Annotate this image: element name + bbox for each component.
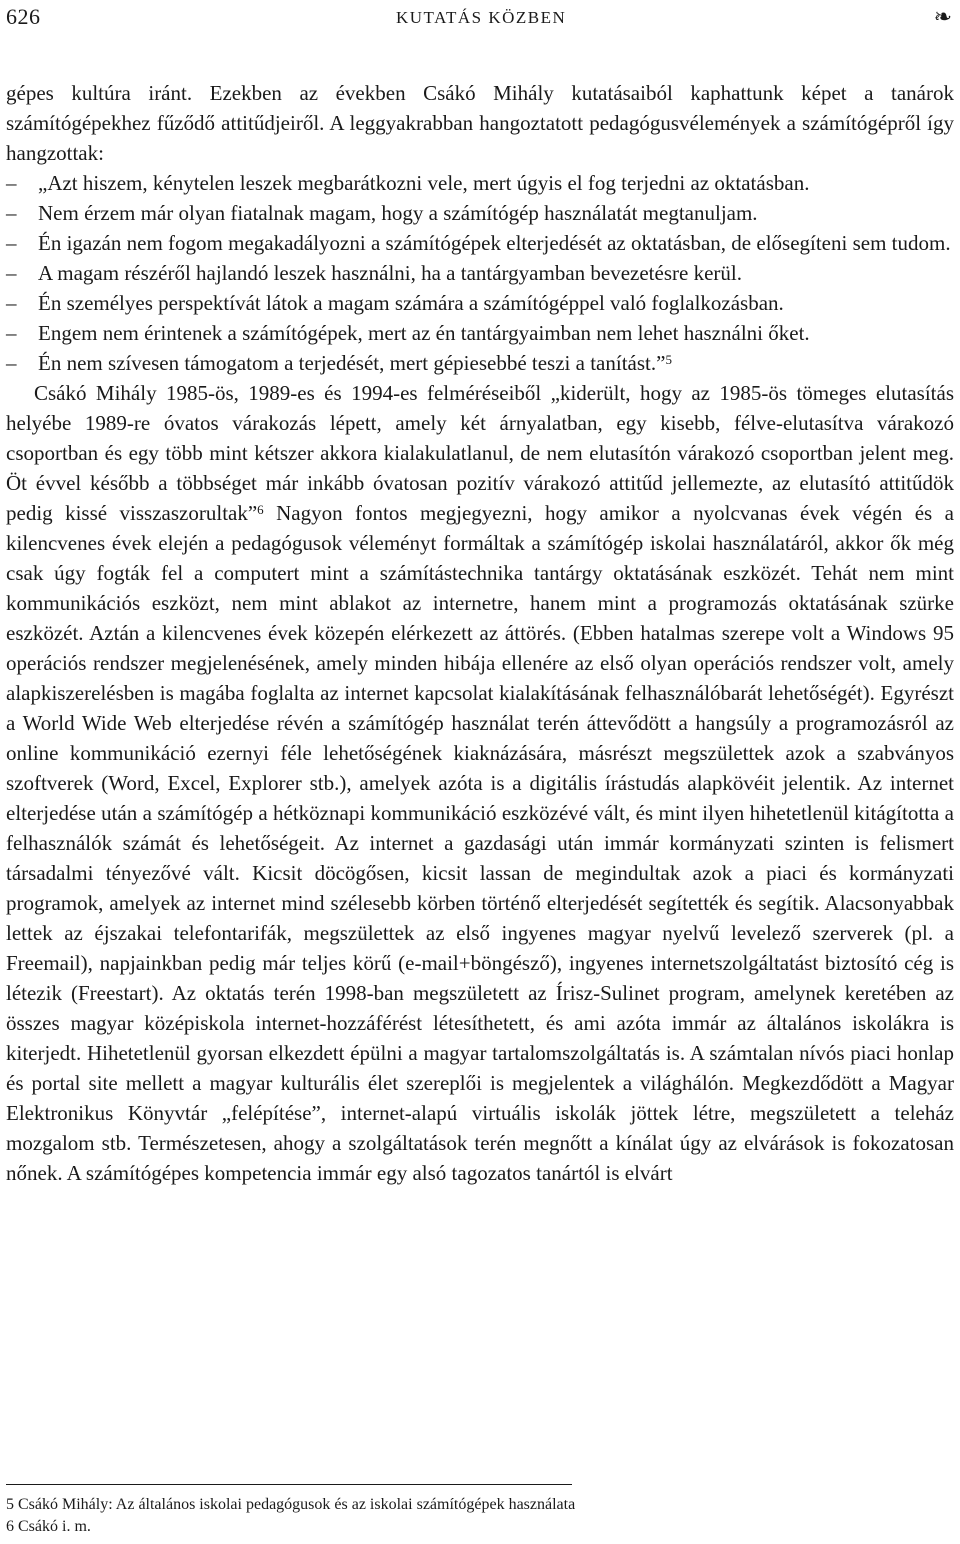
dash-bullet: –	[6, 201, 17, 225]
quote-item	[6, 168, 954, 198]
dash-bullet: –	[6, 291, 17, 315]
main-paragraph-part1: Csákó Mihály 1985-ös, 1989-es és 1994-es felméréseiből „kiderült, hogy az 1985-ös tömeges elutasítás helyébe 1989-re óvatos várakozás lépett, amely két árnyalatban, egy kisebb, félve-elutasítva várakozó csoportban és egy több mint kétszer akkora kialakulatlanul, de nem elutasítón várakozó csoportban jelent meg. Öt évvel később a többséget már inkább óvatosan pozitív várakozó attitűd jellemezte, az elutasító attitűdök pedig kissé visszaszorultak”	[6, 381, 954, 525]
page-header	[6, 4, 954, 34]
body-text	[6, 78, 954, 1188]
footnote-6: 6 Csákó i. m.	[6, 1518, 91, 1535]
fleuron-ornament-icon: ❧	[933, 4, 952, 29]
dash-bullet: –	[6, 351, 17, 375]
running-head: KUTATÁS KÖZBEN	[396, 8, 567, 27]
footnote-5: 5 Csákó Mihály: Az általános iskolai pedagógusok és az iskolai számítógépek használata	[6, 1496, 576, 1513]
footnote-ref-6[interactable]: 6	[257, 502, 264, 517]
dash-bullet: –	[6, 321, 17, 345]
quote-item	[6, 198, 954, 228]
quote-text: Én igazán nem fogom megakadályozni a számítógépek elterjedését az oktatásban, de elősegíteni sem tudom.	[38, 231, 951, 255]
quote-text: Engem nem érintenek a számítógépek, mert az én tantárgyaimban nem lehet használni őket.	[38, 321, 810, 345]
dash-bullet: –	[6, 171, 17, 195]
quote-text: „Azt hiszem, kénytelen leszek megbarátkozni vele, mert úgyis el fog terjedni az oktatásban.	[38, 171, 810, 195]
quote-item	[6, 318, 954, 348]
quote-item	[6, 258, 954, 288]
quote-text: Nem érzem már olyan fiatalnak magam, hogy a számítógép használatát megtanuljam.	[38, 201, 758, 225]
intro-paragraph: gépes kultúra iránt. Ezekben az években Csákó Mihály kutatásaiból kaphattunk képet a tanárok számítógépekhez fűződő attitűdjeiről. A leggyakrabban hangoztatott pedagógusvélemények a számítógépről így hangzottak:	[6, 81, 954, 165]
footnote-ref-5[interactable]: 5	[665, 352, 672, 367]
dash-bullet: –	[6, 261, 17, 285]
dash-bullet: –	[6, 231, 17, 255]
quote-text: Én nem szívesen támogatom a terjedését, mert gépiesebbé teszi a tanítást.”	[38, 351, 666, 375]
quote-text: A magam részéről hajlandó leszek használni, ha a tantárgyamban bevezetésre kerül.	[38, 261, 742, 285]
quote-text: Én személyes perspektívát látok a magam számára a számítógéppel való foglalkozásban.	[38, 291, 784, 315]
quote-item	[6, 288, 954, 318]
quote-item	[6, 228, 954, 258]
footnotes	[6, 1494, 954, 1538]
quote-item	[6, 348, 954, 378]
page-number: 626	[6, 4, 41, 29]
main-paragraph	[6, 378, 954, 1188]
quote-list	[6, 168, 954, 378]
main-paragraph-part2: Nagyon fontos megjegyezni, hogy amikor a nyolcvanas évek végén és a kilencvenes évek elején a pedagógusok véleményt formáltak a számítógép iskolai használatáról, akkor ők még csak úgy fogták fel a computert mint a számítástechnika tantárgy oktatásának eszközét. Tehát nem mint kommunikációs eszközt, nem mint ablakot az internetre, hanem mint a programozás oktatásának szürke eszközét. Aztán a kilencvenes évek közepén elérkezett az áttörés. (Ebben hatalmas szerepe volt a Windows 95 operációs rendszer megjelenésének, amely minden hibája ellenére az első olyan operációs rendszer volt, amely alapkiszerelésben is magába foglalta az internet kapcsolat kialakításának felhasználóbarát lehetőségét). Egyrészt a World Wide Web elterjedése révén a számítógép használat terén áttevődött a hangsúly a programozásról az online kommunikáció ezernyi féle lehetőségének kiaknázására, másrészt megszülettek azok a szabványos szoftverek (Word, Excel, Explorer stb.), amelyek azóta is a digitális írástudás alapkövéit jelentik. Az internet elterjedése után a számítógép a hétköznapi kommunikáció eszközévé vált, és mint ilyen hihetetlenül kitágította a felhasználók számát és lehetőségeit. Az internet a gazdasági után immár kormányzati szinten is felismert társadalmi tényezővé vált. Kicsit döcögősen, kicsit lassan de megindultak azok a piaci és kormányzati programok, amelyek az internet mind szélesebb körben történő elterjedését segítették és segítik. Alacsonyabbak lettek az éjszakai telefontarifák, megszülettek az első ingyenes magyar nyelvű levelező szerverek (pl. a Freemail), napjainkban pedig már teljes körű (e-mail+böngésző), ingyenes internetszolgáltatást biztosító cég is létezik (Freestart). Az oktatás terén 1998-ban megszületett az Írisz-Sulinet program, amelynek keretében az összes magyar középiskola internet-hozzáférést létesíthetett, és ami azóta immár az általános iskolákra is kiterjedt. Hihetetlenül gyorsan elkezdett épülni a magyar tartalomszolgáltatás is. A számtalan nívós piaci honlap és portal site mellett a magyar kulturális élet szereplői is megjelentek a világhálón. Megkezdődött a Magyar Elektronikus Könyvtár „felépítése”, internet-alapú virtuális iskolák jöttek létre, megszületett a teleház mozgalom stb. Természetesen, ahogy a szolgáltatások terén megnőtt a kínálat úgy az elvárások is fokozatosan nőnek. A számítógépes kompetencia immár egy alsó tagozatos tanártól is elvárt	[6, 501, 954, 1185]
footnote-divider	[6, 1484, 572, 1485]
